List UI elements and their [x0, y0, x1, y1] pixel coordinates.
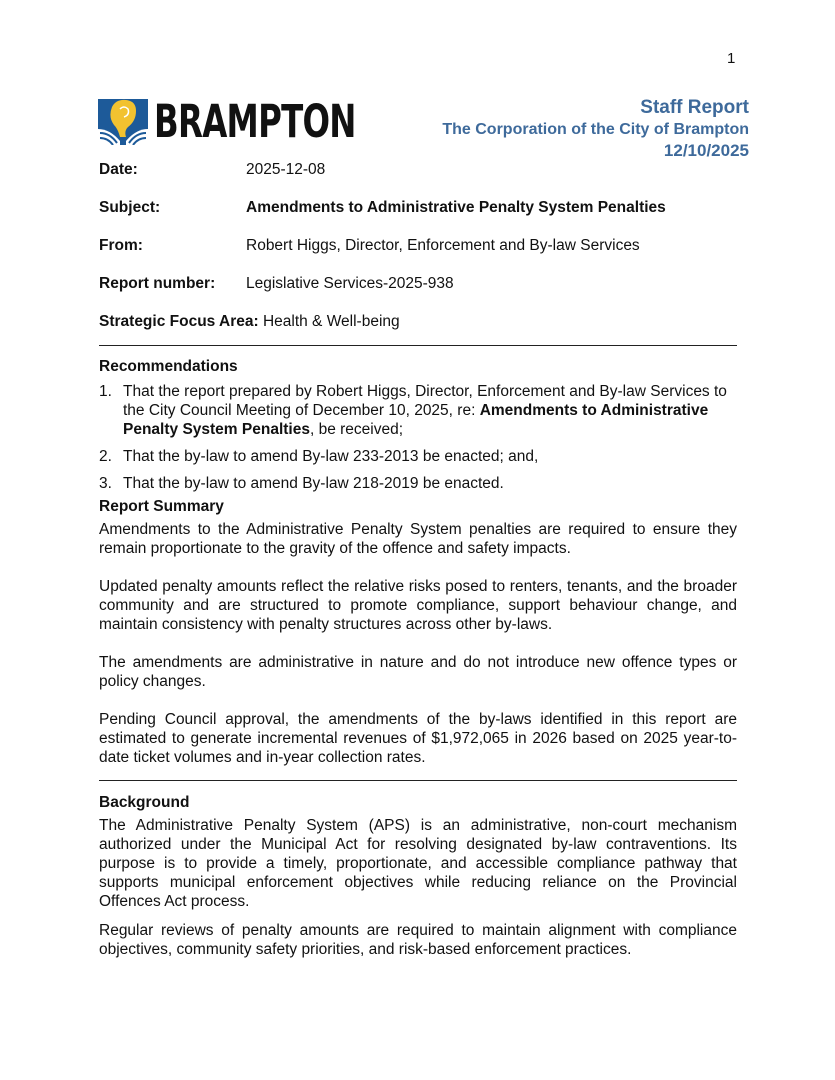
item-number: 2.: [99, 448, 112, 465]
report-summary-heading: Report Summary: [99, 498, 224, 515]
recommendation-item: [99, 447, 737, 466]
report-type: Staff Report: [640, 97, 749, 118]
from-value: Robert Higgs, Director, Enforcement and By-law Services: [246, 237, 640, 254]
report-body: [99, 357, 737, 959]
meta-from-row: [99, 237, 739, 275]
date-value: 2025-12-08: [246, 161, 326, 178]
background-paragraph: The Administrative Penalty System (APS) is an administrative, non-court mechanism authorized under the Municipal Act for resolving designated by-law contraventions. Its purpose is to provide a timely, proportionate, and accessible compliance pathway that supports municipal enforcement objectives while reducing reliance on the Provincial Offences Act process.: [99, 817, 737, 910]
item-number: 3.: [99, 475, 112, 492]
logo-wordmark: BRAMPTON: [154, 95, 356, 148]
report-date: 12/10/2025: [663, 141, 749, 160]
meta-focus-row: [99, 313, 739, 339]
subject-label: Subject:: [99, 199, 161, 216]
from-label: From:: [99, 237, 143, 254]
page-number: 1: [727, 50, 736, 67]
report-metadata: [99, 161, 739, 339]
background-heading: Background: [99, 794, 190, 811]
item-number: 1.: [99, 383, 112, 400]
item-text: That the by-law to amend By-law 218-2019 be enacted.: [123, 475, 504, 492]
meta-date-row: [99, 161, 739, 199]
summary-paragraph: Pending Council approval, the amendments of the by-laws identified in this report are estimated to generate incremental revenues of $1,972,065 in 2026 based on 2025 year-to-date ticket volumes and in-year collection rates.: [99, 711, 737, 766]
brampton-logo: [98, 95, 434, 148]
focus-area-label: Strategic Focus Area:: [99, 313, 259, 330]
summary-paragraph: Amendments to the Administrative Penalty System penalties are required to ensure they remain proportionate to the gravity of the offence and safety impacts.: [99, 521, 737, 557]
recommendation-item: [99, 474, 737, 493]
item-text: [123, 382, 737, 439]
recommendations-list: [99, 382, 737, 493]
divider-top: [99, 345, 737, 346]
report-number-label: Report number:: [99, 275, 216, 292]
date-label: Date:: [99, 161, 138, 178]
summary-paragraph: The amendments are administrative in nature and do not introduce new offence types or policy changes.: [99, 654, 737, 690]
item-text-bold: Amendments to Administrative Penalty System Penalties: [123, 402, 709, 438]
summary-paragraph: Updated penalty amounts reflect the relative risks posed to renters, tenants, and the broader community and are structured to promote compliance, support behaviour change, and maintain consistency with penalty structures across other by-laws.: [99, 578, 737, 633]
recommendations-heading: Recommendations: [99, 358, 238, 375]
meta-subject-row: [99, 199, 739, 237]
item-text-pre: That the report prepared by Robert Higgs, Director, Enforcement and By-law Services to the City Council Meeting of December 10, 2025, re:: [123, 383, 727, 419]
background-paragraph: Regular reviews of penalty amounts are required to maintain alignment with compliance objectives, community safety priorities, and risk-based enforcement practices.: [99, 922, 737, 958]
report-header: [442, 97, 749, 161]
report-number-value: Legislative Services-2025-938: [246, 275, 454, 292]
focus-area-value: Health & Well-being: [258, 313, 400, 330]
item-text: That the by-law to amend By-law 233-2013 be enacted; and,: [123, 448, 539, 465]
recommendation-item: [99, 382, 737, 439]
subject-value: Amendments to Administrative Penalty System Penalties: [246, 199, 666, 216]
organization-name: The Corporation of the City of Brampton: [442, 121, 749, 138]
meta-report-number-row: [99, 275, 739, 313]
brampton-flower-emblem-icon: [98, 99, 148, 145]
item-text-post: , be received;: [309, 421, 404, 438]
divider-middle: [99, 780, 737, 781]
